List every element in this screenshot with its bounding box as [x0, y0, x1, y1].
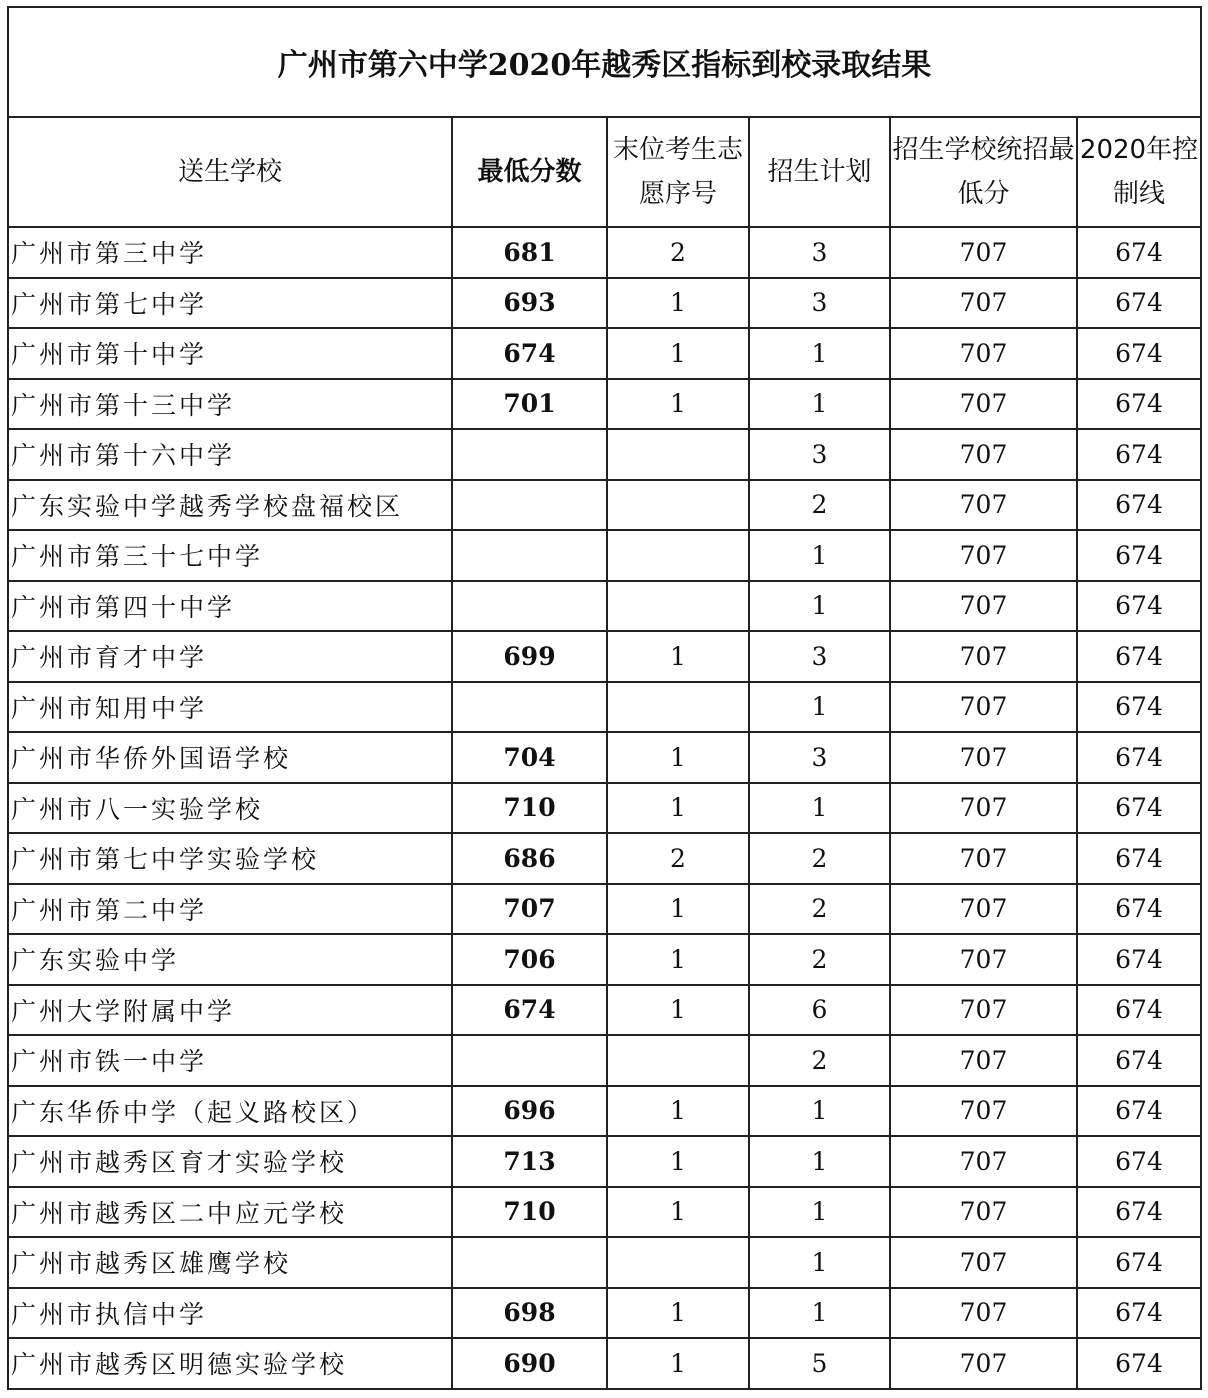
last-choice: [607, 581, 749, 632]
min-score: [452, 682, 607, 733]
last-choice: 1: [607, 732, 749, 783]
last-choice: [607, 1237, 749, 1288]
last-choice: [607, 682, 749, 733]
plan: 1: [749, 682, 890, 733]
plan: 1: [749, 581, 890, 632]
header-school: 送生学校: [8, 117, 452, 227]
header-row: [8, 117, 1201, 227]
school-name: 广州市华侨外国语学校: [8, 732, 452, 783]
school-min: 707: [890, 985, 1077, 1036]
plan: 1: [749, 1288, 890, 1339]
table-row: [8, 227, 1201, 278]
min-score: [452, 581, 607, 632]
school-name: 广州市第七中学实验学校: [8, 833, 452, 884]
school-name: 广州大学附属中学: [8, 985, 452, 1036]
control-line: 674: [1077, 631, 1201, 682]
plan: 3: [749, 631, 890, 682]
min-score: [452, 1237, 607, 1288]
table-row: [8, 379, 1201, 430]
last-choice: 1: [607, 934, 749, 985]
plan: 6: [749, 985, 890, 1036]
control-line: 674: [1077, 581, 1201, 632]
school-name: 广州市越秀区明德实验学校: [8, 1338, 452, 1389]
min-score: 681: [452, 227, 607, 278]
min-score: [452, 429, 607, 480]
plan: 3: [749, 227, 890, 278]
min-score: 713: [452, 1136, 607, 1187]
min-score: 706: [452, 934, 607, 985]
school-name: 广州市育才中学: [8, 631, 452, 682]
school-min: 707: [890, 379, 1077, 430]
plan: 1: [749, 530, 890, 581]
school-min: 707: [890, 530, 1077, 581]
min-score: 701: [452, 379, 607, 430]
last-choice: 1: [607, 278, 749, 329]
control-line: 674: [1077, 328, 1201, 379]
school-min: 707: [890, 227, 1077, 278]
table-row: [8, 278, 1201, 329]
table-row: [8, 581, 1201, 632]
school-name: 广州市第三中学: [8, 227, 452, 278]
last-choice: [607, 480, 749, 531]
min-score: 696: [452, 1086, 607, 1137]
school-name: 广州市越秀区雄鹰学校: [8, 1237, 452, 1288]
control-line: 674: [1077, 682, 1201, 733]
plan: 1: [749, 328, 890, 379]
last-choice: 1: [607, 328, 749, 379]
school-min: 707: [890, 278, 1077, 329]
school-min: 707: [890, 480, 1077, 531]
school-min: 707: [890, 631, 1077, 682]
control-line: 674: [1077, 1338, 1201, 1389]
school-min: 707: [890, 1338, 1077, 1389]
school-min: 707: [890, 328, 1077, 379]
plan: 2: [749, 934, 890, 985]
header-control-line: 2020年控制线: [1077, 117, 1201, 227]
min-score: [452, 1035, 607, 1086]
school-min: 707: [890, 429, 1077, 480]
school-min: 707: [890, 581, 1077, 632]
min-score: 698: [452, 1288, 607, 1339]
min-score: 674: [452, 328, 607, 379]
plan: 2: [749, 884, 890, 935]
plan: 3: [749, 429, 890, 480]
table-row: [8, 884, 1201, 935]
table-row: [8, 833, 1201, 884]
control-line: 674: [1077, 732, 1201, 783]
table-row: [8, 985, 1201, 1036]
school-min: 707: [890, 732, 1077, 783]
control-line: 674: [1077, 1136, 1201, 1187]
control-line: 674: [1077, 783, 1201, 834]
plan: 1: [749, 1187, 890, 1238]
table-row: [8, 429, 1201, 480]
table-row: [8, 1338, 1201, 1389]
control-line: 674: [1077, 227, 1201, 278]
school-min: 707: [890, 1035, 1077, 1086]
last-choice: 1: [607, 631, 749, 682]
plan: 3: [749, 278, 890, 329]
school-name: 广东实验中学越秀学校盘福校区: [8, 480, 452, 531]
header-plan: 招生计划: [749, 117, 890, 227]
control-line: 674: [1077, 530, 1201, 581]
last-choice: 1: [607, 884, 749, 935]
table-row: [8, 1237, 1201, 1288]
last-choice: 1: [607, 1288, 749, 1339]
table-row: [8, 1086, 1201, 1137]
control-line: 674: [1077, 278, 1201, 329]
last-choice: 2: [607, 227, 749, 278]
control-line: 674: [1077, 1035, 1201, 1086]
last-choice: 2: [607, 833, 749, 884]
school-name: 广州市第十中学: [8, 328, 452, 379]
plan: 1: [749, 1086, 890, 1137]
control-line: 674: [1077, 1288, 1201, 1339]
plan: 1: [749, 379, 890, 430]
control-line: 674: [1077, 429, 1201, 480]
min-score: 674: [452, 985, 607, 1036]
plan: 1: [749, 1237, 890, 1288]
control-line: 674: [1077, 1237, 1201, 1288]
last-choice: 1: [607, 1136, 749, 1187]
header-min-score: 最低分数: [452, 117, 607, 227]
table-row: [8, 1035, 1201, 1086]
plan: 2: [749, 833, 890, 884]
min-score: 686: [452, 833, 607, 884]
last-choice: [607, 1035, 749, 1086]
control-line: 674: [1077, 379, 1201, 430]
plan: 5: [749, 1338, 890, 1389]
plan: 2: [749, 1035, 890, 1086]
school-name: 广州市越秀区二中应元学校: [8, 1187, 452, 1238]
school-name: 广州市第二中学: [8, 884, 452, 935]
school-name: 广州市执信中学: [8, 1288, 452, 1339]
table-row: [8, 732, 1201, 783]
min-score: 707: [452, 884, 607, 935]
table-row: [8, 1187, 1201, 1238]
control-line: 674: [1077, 985, 1201, 1036]
table-row: [8, 328, 1201, 379]
school-min: 707: [890, 682, 1077, 733]
school-name: 广州市第三十七中学: [8, 530, 452, 581]
last-choice: 1: [607, 379, 749, 430]
min-score: 699: [452, 631, 607, 682]
school-name: 广东华侨中学（起义路校区）: [8, 1086, 452, 1137]
school-name: 广州市铁一中学: [8, 1035, 452, 1086]
header-last-choice: 末位考生志愿序号: [607, 117, 749, 227]
min-score: [452, 530, 607, 581]
school-min: 707: [890, 1136, 1077, 1187]
plan: 1: [749, 1136, 890, 1187]
table-row: [8, 1288, 1201, 1339]
table-row: [8, 1136, 1201, 1187]
table-title: 广州市第六中学2020年越秀区指标到校录取结果: [8, 7, 1201, 117]
plan: 3: [749, 732, 890, 783]
control-line: 674: [1077, 1086, 1201, 1137]
min-score: 710: [452, 1187, 607, 1238]
school-min: 707: [890, 934, 1077, 985]
plan: 1: [749, 783, 890, 834]
school-name: 广州市越秀区育才实验学校: [8, 1136, 452, 1187]
table-row: [8, 530, 1201, 581]
school-name: 广州市知用中学: [8, 682, 452, 733]
last-choice: 1: [607, 783, 749, 834]
last-choice: 1: [607, 1338, 749, 1389]
table-row: [8, 631, 1201, 682]
table-row: [8, 480, 1201, 531]
last-choice: 1: [607, 1086, 749, 1137]
control-line: 674: [1077, 934, 1201, 985]
last-choice: [607, 429, 749, 480]
last-choice: 1: [607, 1187, 749, 1238]
table-row: [8, 783, 1201, 834]
control-line: 674: [1077, 833, 1201, 884]
school-min: 707: [890, 1288, 1077, 1339]
school-min: 707: [890, 833, 1077, 884]
table-row: [8, 682, 1201, 733]
control-line: 674: [1077, 1187, 1201, 1238]
admission-results-table: [7, 6, 1202, 1390]
control-line: 674: [1077, 480, 1201, 531]
table-row: [8, 934, 1201, 985]
school-min: 707: [890, 1187, 1077, 1238]
school-name: 广州市第七中学: [8, 278, 452, 329]
control-line: 674: [1077, 884, 1201, 935]
last-choice: 1: [607, 985, 749, 1036]
school-min: 707: [890, 884, 1077, 935]
min-score: 693: [452, 278, 607, 329]
school-min: 707: [890, 1237, 1077, 1288]
school-name: 广州市第四十中学: [8, 581, 452, 632]
min-score: 690: [452, 1338, 607, 1389]
school-name: 广州市第十三中学: [8, 379, 452, 430]
header-school-min: 招生学校统招最低分: [890, 117, 1077, 227]
plan: 2: [749, 480, 890, 531]
min-score: 710: [452, 783, 607, 834]
school-name: 广州市八一实验学校: [8, 783, 452, 834]
school-min: 707: [890, 783, 1077, 834]
min-score: [452, 480, 607, 531]
school-min: 707: [890, 1086, 1077, 1137]
last-choice: [607, 530, 749, 581]
min-score: 704: [452, 732, 607, 783]
school-name: 广州市第十六中学: [8, 429, 452, 480]
school-name: 广东实验中学: [8, 934, 452, 985]
